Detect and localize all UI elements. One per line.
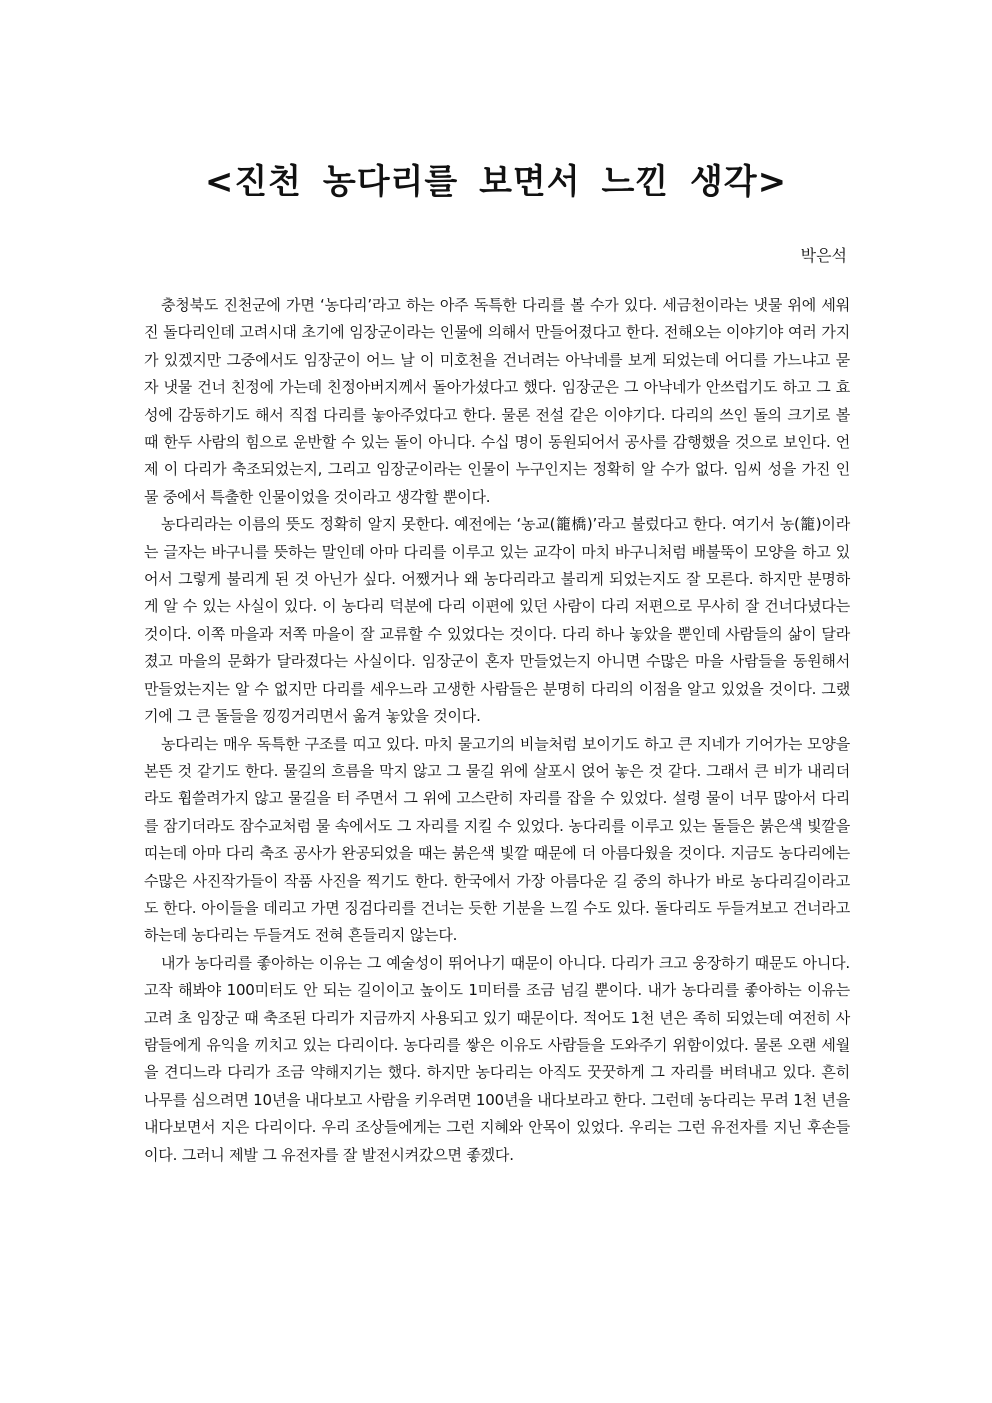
paragraph: 농다리라는 이름의 뜻도 정확히 알지 못한다. 예전에는 ‘농교(籠橋)’라고 불렀다고 한다. 여기서 농(籠)이라는 글자는 바구니를 뜻하는 말인데 아마 다리를 이루고 있는 교각이 마치 바구니처럼 배불뚝이 모양을 하고 있어서 그렇게 불리게 된 것 아닌가 싶다. 어쨌거나 왜 농다리라고 불리게 되었는지도 잘 모른다. 하지만 분명하게 알 수 있는 사실이 있다. 이 농다리 덕분에 다리 이편에 있던 사람이 다리 저편으로 무사히 잘 건너다녔다는 것이다. 이쪽 마을과 저쪽 마을이 잘 교류할 수 있었다는 것이다. 다리 하나 놓았을 뿐인데 사람들의 삶이 달라졌고 마을의 문화가 달라졌다는 사실이다. 임장군이 혼자 만들었는지 아니면 수많은 마을 사람들을 동원해서 만들었는지는 알 수 없지만 다리를 세우느라 고생한 사람들은 분명히 다리의 이점을 알고 있었을 것이다. 그랬기에 그 큰 돌들을 낑낑거리면서 옮겨 놓았을 것이다.	[144, 515, 850, 726]
essay-body	[144, 292, 850, 1169]
author-name: 박은석	[800, 246, 847, 265]
page-title: <진천 농다리를 보면서 느낀 생각>	[204, 162, 788, 202]
paragraph: 충청북도 진천군에 가면 ‘농다리’라고 하는 아주 독특한 다리를 볼 수가 있다. 세금천이라는 냇물 위에 세워진 돌다리인데 고려시대 초기에 임장군이라는 인물에 의해서 만들어졌다고 한다. 전해오는 이야기야 여러 가지가 있겠지만 그중에서도 임장군이 어느 날 이 미호천을 건너려는 아낙네를 보게 되었는데 어디를 가느냐고 묻자 냇물 건너 친정에 가는데 친정아버지께서 돌아가셨다고 했다. 임장군은 그 아낙네가 안쓰럽기도 하고 그 효성에 감동하기도 해서 직접 다리를 놓아주었다고 한다. 물론 전설 같은 이야기다. 다리의 쓰인 돌의 크기로 볼 때 한두 사람의 힘으로 운반할 수 있는 돌이 아니다. 수십 명이 동원되어서 공사를 감행했을 것으로 보인다. 언제 이 다리가 축조되었는지, 그리고 임장군이라는 인물이 누구인지는 정확히 알 수가 없다. 임씨 성을 가진 인물 중에서 특출한 인물이었을 것이라고 생각할 뿐이다.	[144, 296, 850, 506]
paragraph: 내가 농다리를 좋아하는 이유는 그 예술성이 뛰어나기 때문이 아니다. 다리가 크고 웅장하기 때문도 아니다. 고작 해봐야 100미터도 안 되는 길이이고 높이도 1미터를 조금 넘길 뿐이다. 내가 농다리를 좋아하는 이유는 고려 초 임장군 때 축조된 다리가 지금까지 사용되고 있기 때문이다. 적어도 1천 년은 족히 되었는데 여전히 사람들에게 유익을 끼치고 있는 다리이다. 농다리를 쌓은 이유도 사람들을 도와주기 위함이었다. 물론 오랜 세월을 견디느라 다리가 조금 약해지기는 했다. 하지만 농다리는 아직도 꿋꿋하게 그 자리를 버텨내고 있다. 흔히 나무를 심으려면 10년을 내다보고 사람을 키우려면 100년을 내다보라고 한다. 그런데 농다리는 무려 1천 년을 내다보면서 지은 다리이다. 우리 조상들에게는 그런 지혜와 안목이 있었다. 우리는 그런 유전자를 지닌 후손들이다. 그러니 제발 그 유전자를 잘 발전시켜갔으면 좋겠다.	[144, 953, 850, 1164]
paragraph: 농다리는 매우 독특한 구조를 띠고 있다. 마치 물고기의 비늘처럼 보이기도 하고 큰 지네가 기어가는 모양을 본뜬 것 같기도 한다. 물길의 흐름을 막지 않고 그 물길 위에 살포시 얹어 놓은 것 같다. 그래서 큰 비가 내리더라도 휩쓸려가지 않고 물길을 터 주면서 그 위에 고스란히 자리를 잡을 수 있었다. 설령 물이 너무 많아서 다리를 잠기더라도 잠수교처럼 물 속에서도 그 자리를 지킬 수 있었다. 농다리를 이루고 있는 돌들은 붉은색 빛깔을 띠는데 아마 다리 축조 공사가 완공되었을 때는 붉은색 빛깔 때문에 더 아름다웠을 것이다. 지금도 농다리에는 수많은 사진작가들이 작품 사진을 찍기도 한다. 한국에서 가장 아름다운 길 중의 하나가 바로 농다리길이라고도 한다. 아이들을 데리고 가면 징검다리를 건너는 듯한 기분을 느낄 수도 있다. 돌다리도 두들겨보고 건너라고 하는데 농다리는 두들겨도 전혀 흔들리지 않는다.	[144, 734, 850, 945]
